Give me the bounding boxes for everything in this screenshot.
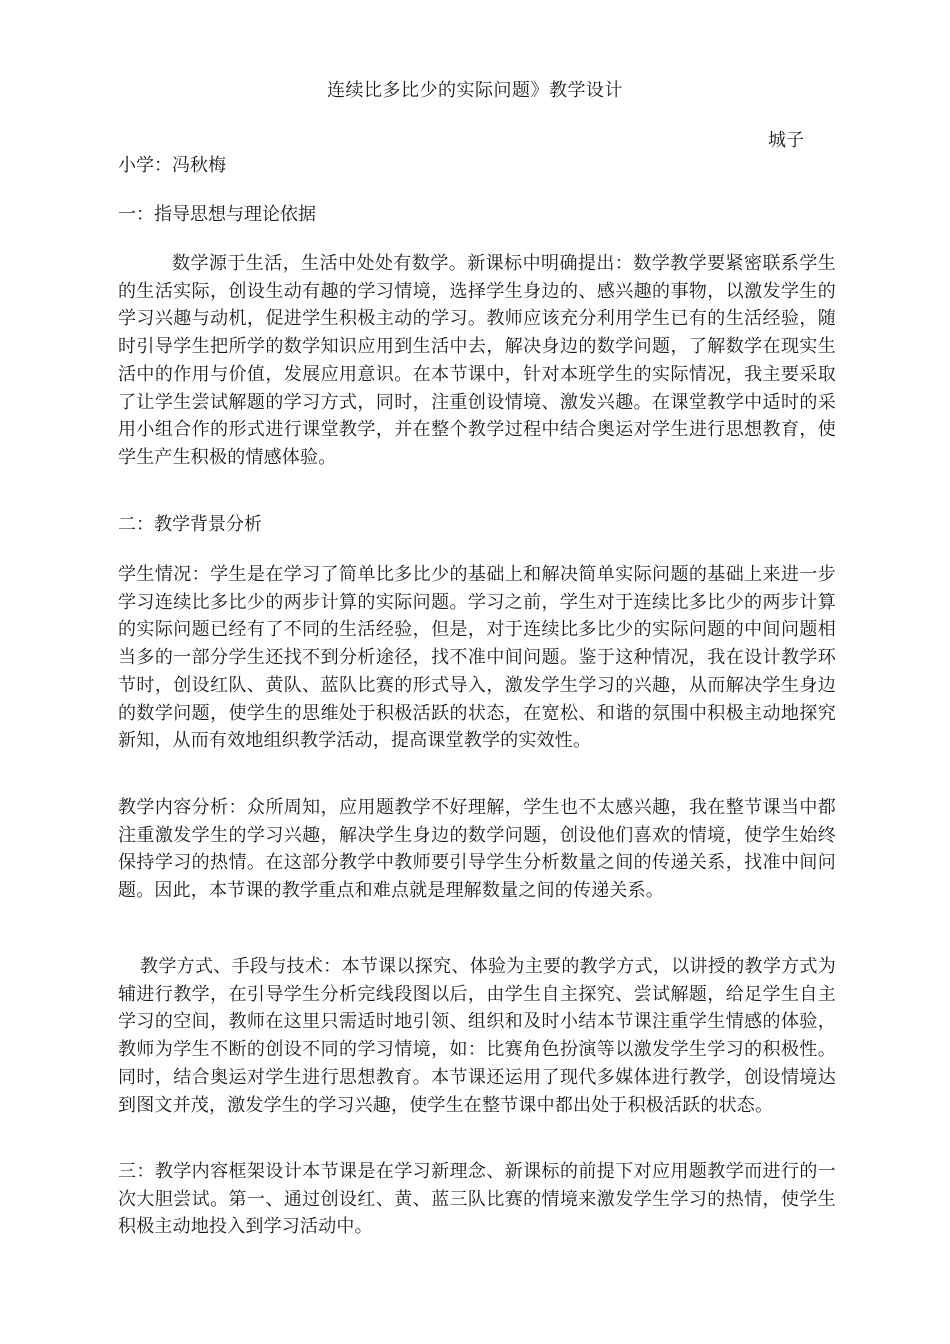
students-analysis-paragraph: 学生情况：学生是在学习了简单比多比少的基础上和解决简单实际问题的基础上来进一步学习连续比多比少的两步计算的实际问题。学习之前，学生对于连续比多比少的两步计算的实际问题已经有了不同的生活经验，但是，对于连续比多比少的实际问题的中间问题相当多的一部分学生还找不到分析途径，找不准中间问题。鉴于这种情况，我在设计教学环节时，创设红队、黄队、蓝队比赛的形式导入，激发学生学习的兴趣，从而解决学生身边的数学问题，使学生的思维处于积极活跃的状态，在宽松、和谐的氛围中积极主动地探究新知，从而有效地组织教学活动，提高课堂教学的实效性。	[118, 564, 836, 752]
author-school-prefix: 城子	[768, 130, 804, 151]
section-3-paragraph: 三：教学内容框架设计本节课是在学习新理念、新课标的前提下对应用题教学而进行的一次大胆尝试。第一、通过创设红、黄、蓝三队比赛的情境来激发学生学习的热情，使学生积极主动地投入到学习活动中。	[118, 1161, 836, 1238]
author-line: 小学：冯秋梅	[118, 155, 226, 176]
teaching-methods-paragraph: 教学方式、手段与技术：本节课以探究、体验为主要的教学方式，以讲授的教学方式为辅进行教学，在引导学生分析完线段图以后，由学生自主探究、尝试解题，给足学生自主学习的空间，教师在这里只需适时地引领、组织和及时小结本节课注重学生情感的体验，教师为学生不断的创设不同的学习情境，如：比赛角色扮演等以激发学生学习的积极性。同时，结合奥运对学生进行思想教育。本节课还运用了现代多媒体进行教学，创设情境达到图文并茂，激发学生的学习兴趣，使学生在整节课中都出处于积极活跃的状态。	[118, 956, 836, 1116]
content-analysis-paragraph: 教学内容分析：众所周知，应用题教学不好理解，学生也不太感兴趣，我在整节课当中都注重激发学生的学习兴趣，解决学生身边的数学问题，创设他们喜欢的情境，使学生始终保持学习的热情。在这部分教学中教师要引导学生分析数量之间的传递关系，找准中间问题。因此，本节课的教学重点和难点就是理解数量之间的传递关系。	[118, 797, 836, 902]
section-1-paragraph: 数学源于生活，生活中处处有数学。新课标中明确提出：数学教学要紧密联系学生的生活实际，创设生动有趣的学习情境，选择学生身边的、感兴趣的事物，以激发学生的学习兴趣与动机，促进学生积极主动的学习。教师应该充分利用学生已有的生活经验，随时引导学生把所学的数学知识应用到生活中去，解决身边的数学问题，了解数学在现实生活中的作用与价值，发展应用意识。在本节课中，针对本班学生的实际情况，我主要采取了让学生尝试解题的学习方式，同时，注重创设情境、激发兴趣。在课堂教学中适时的采用小组合作的形式进行课堂教学，并在整个教学过程中结合奥运对学生进行思想教育，使学生产生积极的情感体验。	[118, 253, 836, 468]
section-heading-1: 一：指导思想与理论依据	[118, 204, 316, 225]
document-title: 连续比多比少的实际问题》教学设计	[327, 80, 623, 101]
section-heading-2: 二：教学背景分析	[118, 514, 262, 535]
